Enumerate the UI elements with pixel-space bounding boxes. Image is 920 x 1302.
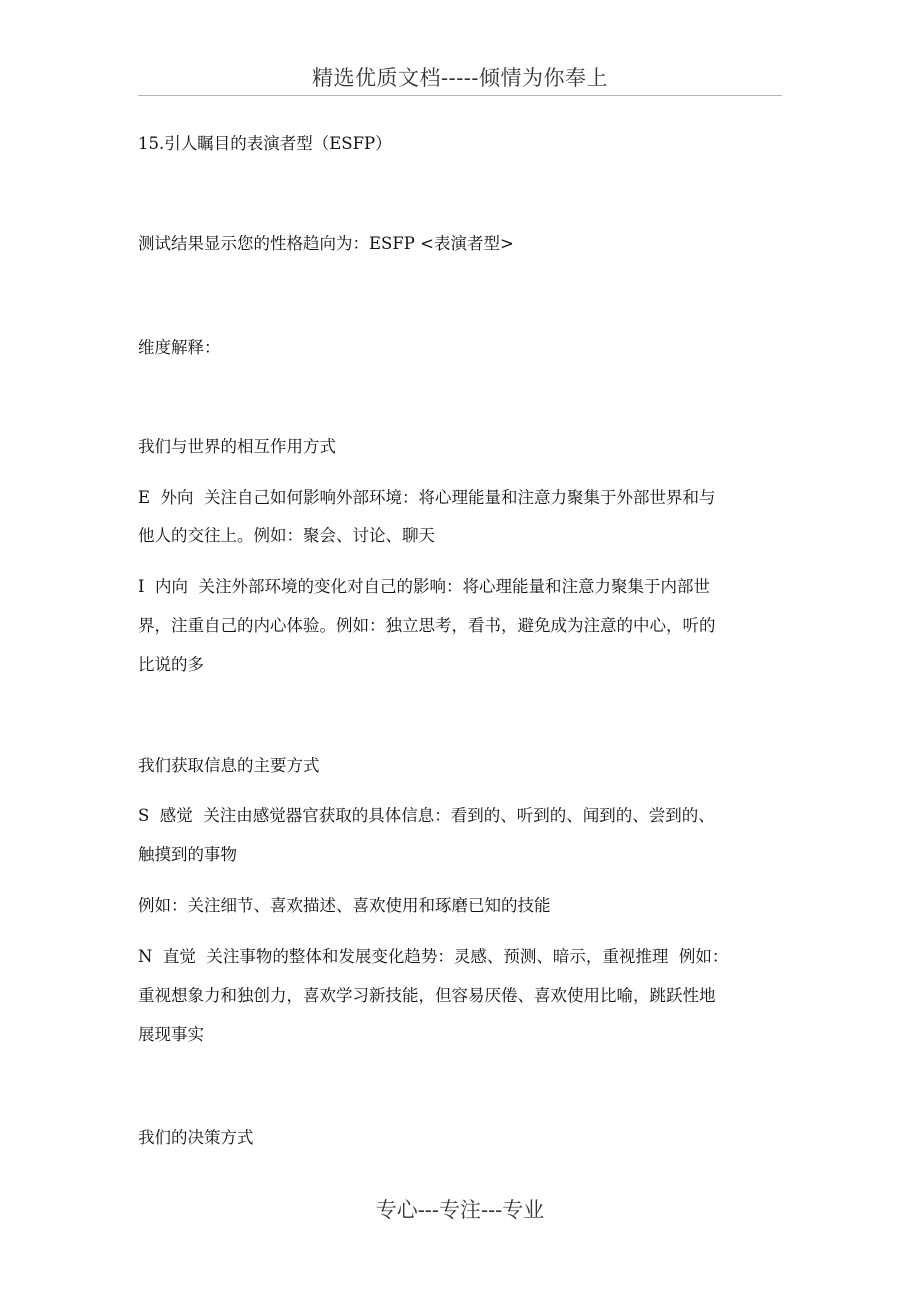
sensing-line-2: 触摸到的事物	[138, 845, 237, 864]
intuition-line-2: 重视想象力和独创力，喜欢学习新技能，但容易厌倦、喜欢使用比喻，跳跃性地	[138, 986, 716, 1005]
sensing-example: 例如：关注细节、喜欢描述、喜欢使用和琢磨已知的技能	[138, 896, 551, 915]
dimensions-label: 维度解释：	[138, 338, 221, 357]
header-divider	[138, 95, 782, 96]
sensing-line-1: S 感觉 关注由感觉器官获取的具体信息：看到的、听到的、闻到的、尝到的、	[138, 806, 715, 825]
document-title: 15.引人瞩目的表演者型（ESFP）	[138, 134, 392, 153]
introvert-line-1: I 内向 关注外部环境的变化对自己的影响：将心理能量和注意力聚集于内部世	[138, 577, 710, 596]
extravert-line-1: E 外向 关注自己如何影响外部环境：将心理能量和注意力聚集于外部世界和与	[138, 488, 716, 507]
introvert-line-3: 比说的多	[138, 655, 204, 674]
section-heading-information: 我们获取信息的主要方式	[138, 756, 320, 775]
intuition-line-1: N 直觉 关注事物的整体和发展变化趋势：灵感、预测、暗示，重视推理 例如：	[138, 947, 729, 966]
introvert-line-2: 界，注重自己的内心体验。例如：独立思考，看书，避免成为注意的中心，听的	[138, 616, 716, 635]
intuition-line-3: 展现事实	[138, 1025, 204, 1044]
extravert-line-2: 他人的交往上。例如：聚会、讨论、聊天	[138, 526, 435, 545]
page-header: 精选优质文档-----倾情为你奉上	[312, 66, 608, 90]
section-heading-interaction: 我们与世界的相互作用方式	[138, 437, 336, 456]
test-result: 测试结果显示您的性格趋向为：ESFP <表演者型>	[138, 234, 514, 253]
page-footer: 专心---专注---专业	[375, 1198, 545, 1222]
section-heading-decision: 我们的决策方式	[138, 1128, 254, 1147]
